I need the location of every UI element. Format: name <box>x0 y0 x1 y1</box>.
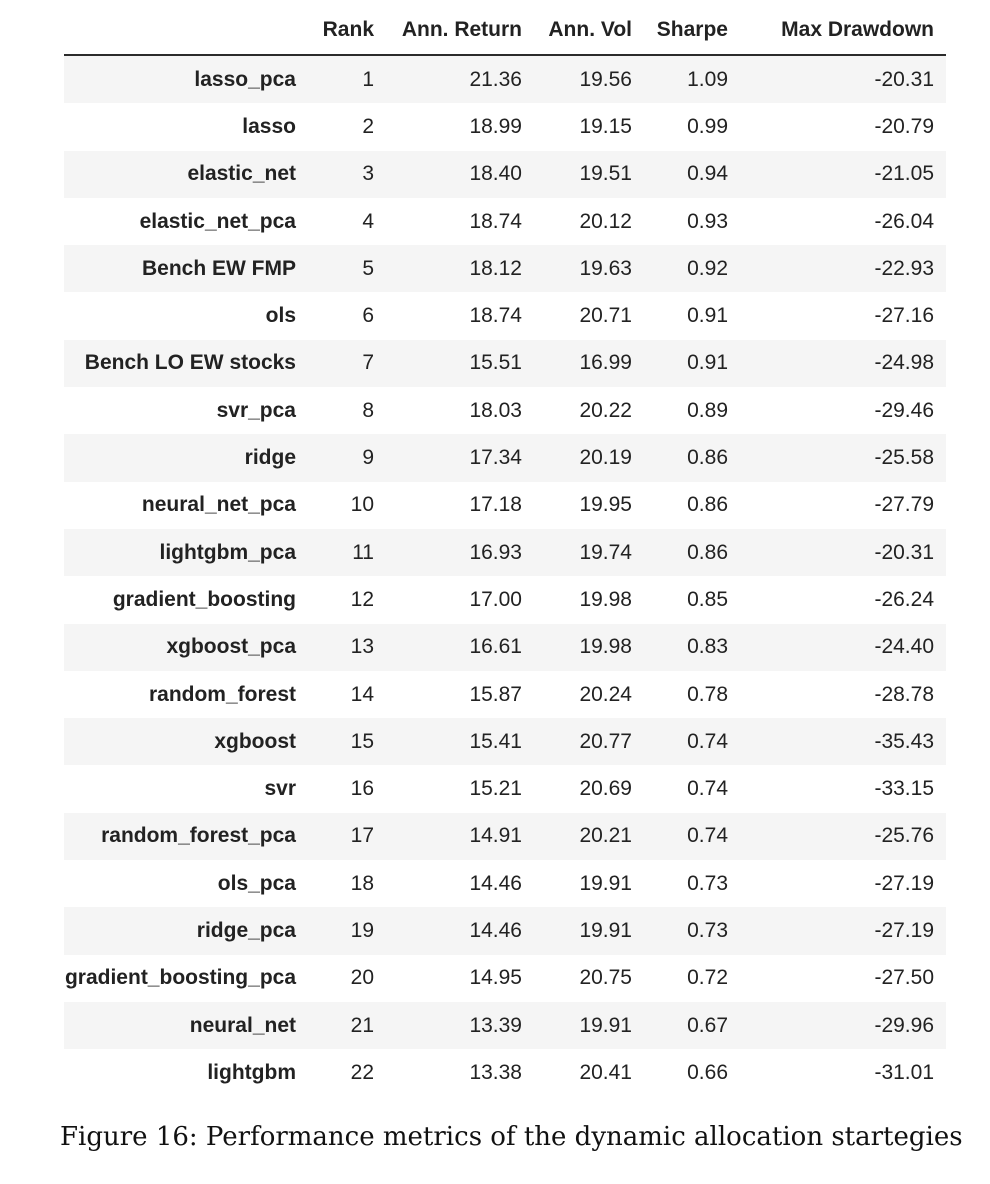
strategy-name: ridge <box>244 446 296 470</box>
ann-vol-cell: 20.75 <box>579 966 632 990</box>
sharpe-cell: 0.66 <box>687 1060 728 1084</box>
ann-return-cell: 16.93 <box>469 540 522 564</box>
table-row <box>64 245 946 292</box>
rank-cell: 20 <box>350 966 374 990</box>
max-drawdown-cell: -24.98 <box>874 351 934 375</box>
sharpe-cell: 0.74 <box>687 729 728 753</box>
rank-cell: 8 <box>362 398 374 422</box>
ann-vol-cell: 20.24 <box>579 682 632 706</box>
strategy-name: neural_net <box>189 1013 296 1037</box>
rank-cell: 15 <box>350 729 374 753</box>
ann-return-cell: 18.40 <box>469 162 522 186</box>
table-row <box>64 718 946 765</box>
rank-cell: 13 <box>350 635 374 659</box>
table-header <box>64 6 946 55</box>
ann-return-cell: 15.51 <box>469 351 522 375</box>
rank-cell: 12 <box>350 587 374 611</box>
ann-vol-cell: 19.98 <box>579 635 632 659</box>
ann-return-cell: 18.12 <box>469 256 522 280</box>
rank-cell: 21 <box>350 1013 374 1037</box>
table-row <box>64 813 946 860</box>
max-drawdown-cell: -20.79 <box>874 114 934 138</box>
ann-return-header: Ann. Return <box>396 6 544 55</box>
strategy-name: neural_net_pca <box>141 493 296 517</box>
max-drawdown-cell: -33.15 <box>874 777 934 801</box>
max-drawdown-cell: -35.43 <box>874 729 934 753</box>
ann-vol-cell: 19.95 <box>579 493 632 517</box>
table-row <box>64 1049 946 1096</box>
ann-return-cell: 18.99 <box>469 114 522 138</box>
strategy-name: Bench EW FMP <box>141 256 296 280</box>
ann-vol-cell: 20.22 <box>579 398 632 422</box>
rank-cell: 18 <box>350 871 374 895</box>
sharpe-cell: 0.74 <box>687 777 728 801</box>
ann-return-cell: 21.36 <box>469 67 522 91</box>
sharpe-cell: 0.86 <box>687 446 728 470</box>
sharpe-cell: 0.67 <box>687 1013 728 1037</box>
table-row <box>64 387 946 434</box>
strategy-name: xgboost <box>214 729 296 753</box>
strategy-name: ols_pca <box>217 871 296 895</box>
sharpe-cell: 0.91 <box>687 304 728 328</box>
performance-metrics-table <box>64 6 946 1097</box>
ann-return-cell: 14.46 <box>469 871 522 895</box>
max-drawdown-cell: -21.05 <box>874 162 934 186</box>
rank-cell: 3 <box>362 162 374 186</box>
table-row <box>64 765 946 812</box>
max-drawdown-cell: -20.31 <box>874 540 934 564</box>
table-row <box>64 955 946 1002</box>
ann-return-cell: 18.03 <box>469 398 522 422</box>
table-row <box>64 529 946 576</box>
sharpe-cell: 0.78 <box>687 682 728 706</box>
table-row <box>64 907 946 954</box>
ann-vol-cell: 20.12 <box>579 209 632 233</box>
rank-cell: 17 <box>350 824 374 848</box>
ann-vol-cell: 20.77 <box>579 729 632 753</box>
strategy-name: Bench LO EW stocks <box>84 351 296 375</box>
ann-vol-cell: 19.15 <box>579 114 632 138</box>
rank-cell: 2 <box>362 114 374 138</box>
sharpe-cell: 0.94 <box>687 162 728 186</box>
ann-return-cell: 15.41 <box>469 729 522 753</box>
table-row <box>64 292 946 339</box>
max-drawdown-cell: -26.24 <box>874 587 934 611</box>
ann-return-cell: 14.91 <box>469 824 522 848</box>
table-row <box>64 198 946 245</box>
max-drawdown-cell: -29.96 <box>874 1013 934 1037</box>
max-drawdown-cell: -20.31 <box>874 67 934 91</box>
metrics-table-container <box>64 6 946 1097</box>
strategy-name: elastic_net_pca <box>139 209 296 233</box>
max-drawdown-header: Max Drawdown <box>750 6 946 55</box>
sharpe-cell: 0.92 <box>687 256 728 280</box>
ann-return-cell: 17.00 <box>469 587 522 611</box>
max-drawdown-cell: -27.16 <box>874 304 934 328</box>
strategy-name: random_forest_pca <box>101 824 296 848</box>
table-row <box>64 671 946 718</box>
rank-cell: 22 <box>350 1060 374 1084</box>
table-row <box>64 340 946 387</box>
ann-return-cell: 17.18 <box>469 493 522 517</box>
strategy-name: xgboost_pca <box>166 635 296 659</box>
ann-vol-cell: 19.98 <box>579 587 632 611</box>
figure-caption: Figure 16: Performance metrics of the dynamic allocation startegies <box>60 1122 963 1152</box>
ann-return-cell: 15.21 <box>469 777 522 801</box>
sharpe-cell: 0.83 <box>687 635 728 659</box>
ann-vol-header: Ann. Vol <box>544 6 654 55</box>
max-drawdown-cell: -31.01 <box>874 1060 934 1084</box>
rank-cell: 7 <box>362 351 374 375</box>
strategy-name: svr <box>264 777 296 801</box>
table-body <box>64 55 946 1097</box>
max-drawdown-cell: -22.93 <box>874 256 934 280</box>
ann-vol-cell: 19.91 <box>579 871 632 895</box>
strategy-name: elastic_net <box>187 162 296 186</box>
header-row <box>64 6 946 55</box>
max-drawdown-cell: -29.46 <box>874 398 934 422</box>
sharpe-cell: 0.93 <box>687 209 728 233</box>
max-drawdown-cell: -26.04 <box>874 209 934 233</box>
sharpe-cell: 1.09 <box>687 67 728 91</box>
table-row <box>64 576 946 623</box>
ann-vol-cell: 19.56 <box>579 67 632 91</box>
ann-return-cell: 16.61 <box>469 635 522 659</box>
strategy-name: gradient_boosting <box>112 587 296 611</box>
ann-return-cell: 13.39 <box>469 1013 522 1037</box>
ann-return-cell: 18.74 <box>469 209 522 233</box>
ann-vol-cell: 20.69 <box>579 777 632 801</box>
max-drawdown-cell: -24.40 <box>874 635 934 659</box>
rank-cell: 1 <box>362 67 374 91</box>
strategy-name: lightgbm <box>207 1060 296 1084</box>
sharpe-cell: 0.73 <box>687 871 728 895</box>
ann-vol-cell: 20.41 <box>579 1060 632 1084</box>
table-row <box>64 55 946 103</box>
ann-vol-cell: 16.99 <box>579 351 632 375</box>
ann-return-cell: 18.74 <box>469 304 522 328</box>
max-drawdown-cell: -27.79 <box>874 493 934 517</box>
ann-vol-cell: 20.71 <box>579 304 632 328</box>
ann-vol-cell: 19.91 <box>579 918 632 942</box>
strategy-name: random_forest <box>148 682 296 706</box>
table-row <box>64 103 946 150</box>
ann-vol-cell: 19.91 <box>579 1013 632 1037</box>
sharpe-cell: 0.72 <box>687 966 728 990</box>
rank-cell: 10 <box>350 493 374 517</box>
ann-vol-cell: 19.74 <box>579 540 632 564</box>
strategy-name: ridge_pca <box>196 918 296 942</box>
sharpe-header: Sharpe <box>654 6 750 55</box>
sharpe-cell: 0.91 <box>687 351 728 375</box>
rank-cell: 14 <box>350 682 374 706</box>
strategy-name: ols <box>265 304 296 328</box>
ann-return-cell: 13.38 <box>469 1060 522 1084</box>
ann-return-cell: 14.46 <box>469 918 522 942</box>
ann-return-cell: 17.34 <box>469 446 522 470</box>
sharpe-cell: 0.85 <box>687 587 728 611</box>
max-drawdown-cell: -27.50 <box>874 966 934 990</box>
table-row <box>64 482 946 529</box>
ann-vol-cell: 20.19 <box>579 446 632 470</box>
rank-cell: 16 <box>350 777 374 801</box>
max-drawdown-cell: -25.76 <box>874 824 934 848</box>
rank-cell: 19 <box>350 918 374 942</box>
table-row <box>64 151 946 198</box>
table-row <box>64 434 946 481</box>
index-header <box>64 6 320 55</box>
rank-cell: 5 <box>362 256 374 280</box>
table-row <box>64 860 946 907</box>
max-drawdown-cell: -27.19 <box>874 871 934 895</box>
sharpe-cell: 0.99 <box>687 114 728 138</box>
max-drawdown-cell: -28.78 <box>874 682 934 706</box>
sharpe-cell: 0.73 <box>687 918 728 942</box>
table-row <box>64 624 946 671</box>
sharpe-cell: 0.74 <box>687 824 728 848</box>
ann-return-cell: 14.95 <box>469 966 522 990</box>
rank-cell: 6 <box>362 304 374 328</box>
max-drawdown-cell: -25.58 <box>874 446 934 470</box>
ann-return-cell: 15.87 <box>469 682 522 706</box>
strategy-name: lightgbm_pca <box>159 540 296 564</box>
rank-cell: 11 <box>352 540 374 564</box>
rank-cell: 9 <box>362 446 374 470</box>
table-row <box>64 1002 946 1049</box>
strategy-name: gradient_boosting_pca <box>64 966 296 990</box>
ann-vol-cell: 19.51 <box>579 162 632 186</box>
ann-vol-cell: 19.63 <box>579 256 632 280</box>
rank-cell: 4 <box>362 209 374 233</box>
sharpe-cell: 0.86 <box>687 493 728 517</box>
sharpe-cell: 0.89 <box>687 398 728 422</box>
max-drawdown-cell: -27.19 <box>874 918 934 942</box>
sharpe-cell: 0.86 <box>687 540 728 564</box>
strategy-name: lasso_pca <box>194 67 296 91</box>
ann-vol-cell: 20.21 <box>579 824 632 848</box>
rank-header: Rank <box>320 6 396 55</box>
strategy-name: svr_pca <box>216 398 296 422</box>
strategy-name: lasso <box>242 114 296 138</box>
